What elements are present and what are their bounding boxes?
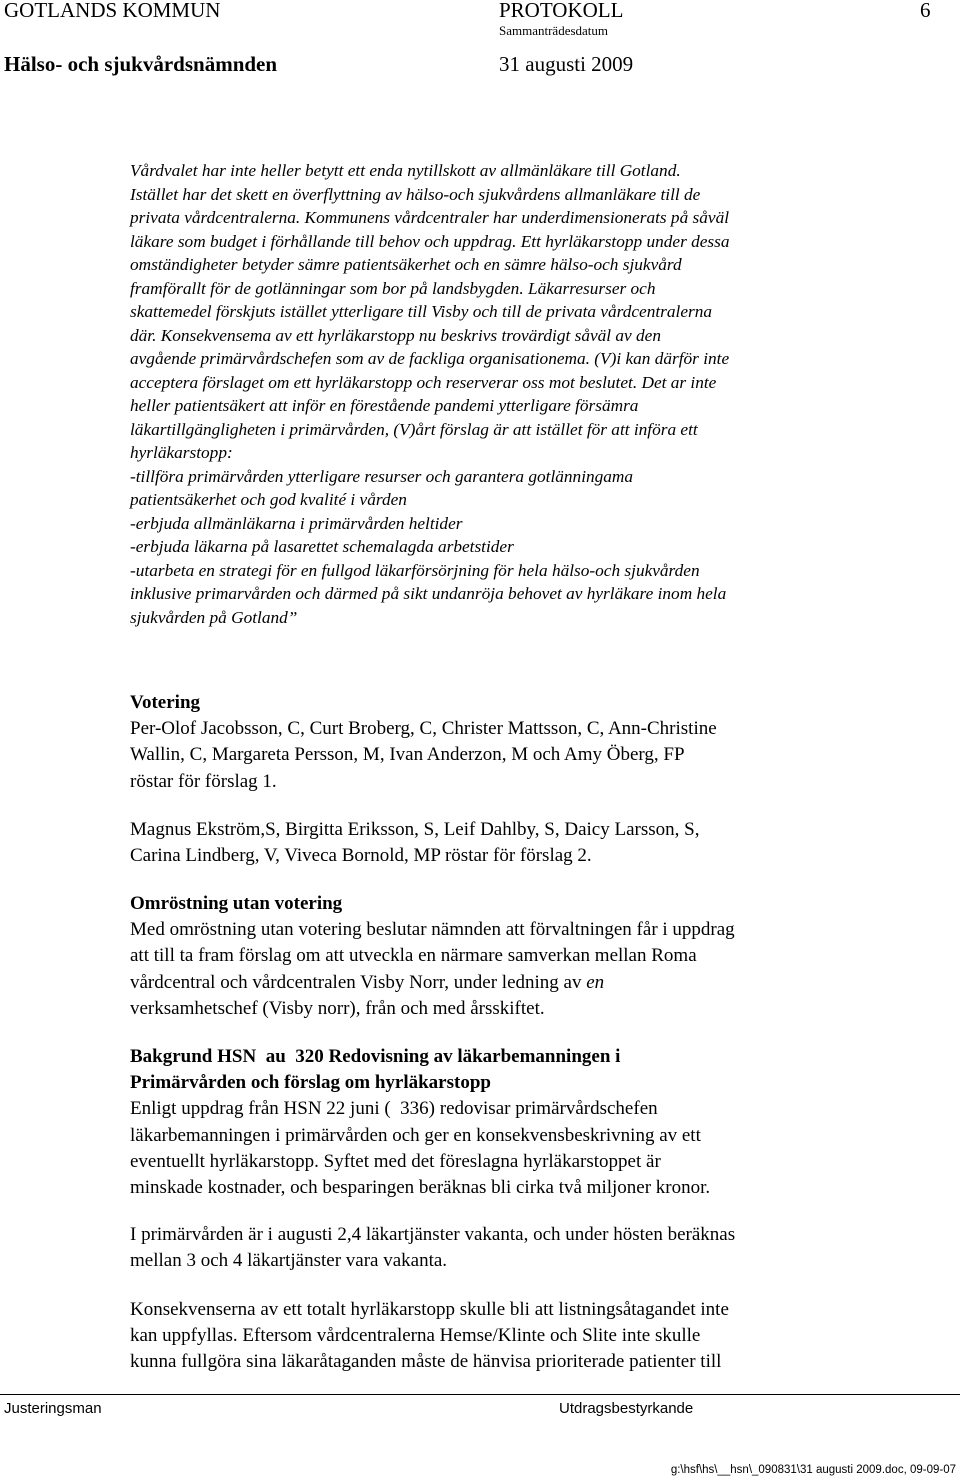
committee-name: Hälso- och sjukvårdsnämnden [4,52,278,76]
bakgrund-line: mellan 3 och 4 läkartjänster vara vakanta. [130,1250,448,1272]
org-name: GOTLANDS KOMMUN [4,0,221,22]
omrostning-line [130,970,960,996]
document-type: PROTOKOLL [499,0,624,22]
footer-file-path: g:\hsf\hs\__hsn\_090831\31 augusti 2009.doc, 09-09-07 [670,1464,956,1476]
votering-line: Wallin, C, Margareta Persson, M, Ivan Anderzon, M och Amy Öberg, FP [130,744,685,766]
quote-line: läkare som budget i förhållande till behov och uppdrag. Ett hyrläkarstopp under dessa [130,231,730,251]
omrostning-line-text: vårdcentral och vårdcentralen Visby Norr, under ledning av [130,971,582,993]
votering-heading: Votering [130,692,201,713]
footer-utdragsbestyrkande: Utdragsbestyrkande [559,1400,694,1417]
quote-line: omständigheter betyder sämre patientsäkerhet och en sämre hälso-och sjukvård [130,255,682,274]
votering-section-2 [130,817,960,869]
quote-line: heller patientsäkert att inför en förestående pandemi ytterligare försämra [130,396,639,415]
quote-line: hyrläkarstopp: [130,443,233,462]
quote-line: Istället har det skett en överflyttning av hälso-och sjukvårdens allmanläkare till de [130,184,701,204]
quote-line: -erbjuda allmänläkarna i primärvården heltider [130,513,463,533]
quote-line: patientsäkerhet och god kvalité i vården [130,490,407,509]
quote-line: -erbjuda läkarna på lasarettet schemalagda arbetstider [130,537,514,556]
quote-line: läkartillgängligheten i primärvården, (V)årt förslag är att istället för att införa ett [130,419,698,439]
bakgrund-line: minskade kostnader, och besparingen beräknas bli cirka två miljoner kronor. [130,1177,711,1199]
reservation-quote [130,159,960,629]
bakgrund-line: kan uppfyllas. Eftersom vårdcentralerna Hemse/Klinte och Slite inte skulle [130,1325,701,1347]
bakgrund-line: Enligt uppdrag från HSN 22 juni ( 336) redovisar primärvårdschefen [130,1098,658,1120]
omrostning-line: Med omröstning utan votering beslutar nämnden att förvaltningen får i uppdrag [130,919,735,941]
quote-line: Vårdvalet har inte heller betytt ett enda nytillskott av allmänläkare till Gotland. [130,161,681,180]
quote-line: avgående primärvårdschefen som av de fackliga organisationema. (V)i kan därför inte [130,349,730,368]
footer-justeringsman: Justeringsman [4,1400,102,1417]
quote-line: där. Konsekvensema av ett hyrläkarstopp nu beskrivs trovärdigt såväl av den [130,325,661,345]
bakgrund-section-2 [130,1222,960,1274]
votering-line: röstar för förslag 1. [130,770,277,792]
quote-line: framförallt för de gotlänningar som bor på landsbygden. Läkarresurser och [130,278,656,298]
bakgrund-line: eventuellt hyrläkarstopp. Syftet med det föreslagna hyrläkarstoppet är [130,1150,661,1172]
omrostning-line: att till ta fram förslag om att utveckla en närmare samverkan mellan Roma [130,945,697,967]
omrostning-heading: Omröstning utan votering [130,893,343,914]
bakgrund-section-3 [130,1297,960,1376]
omrostning-section [130,891,960,1022]
omrostning-line: verksamhetschef (Visby norr), från och med årsskiftet. [130,997,545,1019]
bakgrund-heading: Bakgrund HSN au 320 Redovisning av läkarbemanningen i [130,1046,621,1067]
quote-line: -utarbeta en strategi för en fullgod läkarförsörjning för hela hälso-och sjukvården [130,560,700,580]
votering-line: Magnus Ekström,S, Birgitta Eriksson, S, Leif Dahlby, S, Daicy Larsson, S, [130,819,700,840]
quote-line: acceptera förslaget om ett hyrläkarstopp och reserverar oss mot beslutet. Det ar inte [130,372,717,392]
quote-line: inklusive primarvården och därmed på sikt undanröja behovet av hyrläkare inom hela [130,584,727,603]
votering-line: Per-Olof Jacobsson, C, Curt Broberg, C, Christer Mattsson, C, Ann-Christine [130,718,717,740]
omrostning-italic-word: en [586,971,605,993]
bakgrund-line: kunna fullgöra sina läkaråtaganden måste de hänvisa prioriterade patienter till [130,1351,722,1373]
bakgrund-line: läkarbemanningen i primärvården och ger en konsekvensbeskrivning av ett [130,1124,701,1146]
bakgrund-line: I primärvården är i augusti 2,4 läkartjänster vakanta, och under hösten beräknas [130,1224,736,1245]
bakgrund-heading: Primärvården och förslag om hyrläkarstopp [130,1072,491,1094]
quote-line: skattemedel förskjuts istället ytterligare till Visby och till de privata vårdcentralerna [130,302,713,321]
bakgrund-line: Konsekvenserna av ett totalt hyrläkarstopp skulle bli att listningsåtagandet inte [130,1299,729,1320]
page-number: 6 [920,0,931,22]
votering-line: Carina Lindberg, V, Viveca Bornold, MP röstar för förslag 2. [130,845,592,867]
votering-section [130,690,960,795]
bakgrund-section [130,1044,960,1201]
footer-divider [0,1394,960,1395]
quote-line: sjukvården på Gotland” [130,607,298,627]
quote-line: -tillföra primärvården ytterligare resurser och garantera gotlänningama [130,466,634,486]
meeting-date: 31 augusti 2009 [499,52,634,76]
quote-line: privata vårdcentralerna. Kommunens vårdcentraler har underdimensionerats på såväl [130,208,730,227]
meeting-date-label: Sammanträdesdatum [499,23,609,38]
